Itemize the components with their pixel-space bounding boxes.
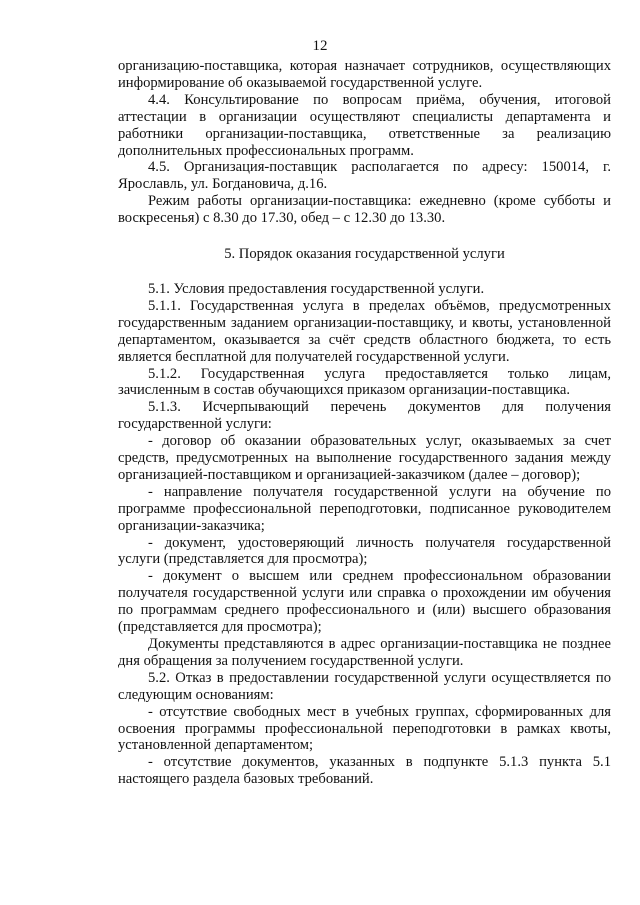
list-item: - отсутствие документов, указанных в подпункте 5.1.3 пункта 5.1 настоящего раздела базовых требований. <box>118 754 611 788</box>
list-item: - направление получателя государственной услуги на обучение по программе профессиональной переподготовки, подписанное руководителем организации-заказчика; <box>118 483 611 534</box>
paragraph: 5.1.2. Государственная услуга предоставляется только лицам, зачисленным в состав обучающихся приказом организации-поставщика. <box>118 365 611 399</box>
list-item: - документ, удостоверяющий личность получателя государственной услуги (представляется для просмотра); <box>118 534 611 568</box>
paragraph: 5.1.1. Государственная услуга в пределах объёмов, предусмотренных государственным заданием организации-поставщику, и квоты, установленной департаментом, оказывается за счёт средств областного бюджета, то есть является бесплатной для получателей государственной услуги. <box>118 297 611 365</box>
paragraph: 5.1.3. Исчерпывающий перечень документов для получения государственной услуги: <box>118 399 611 433</box>
document-body <box>118 58 611 788</box>
section-heading: 5. Порядок оказания государственной услуги <box>224 246 505 263</box>
list-item: - документ о высшем или среднем профессиональном образовании получателя государственной услуги или справка о прохождении им обучения по программам среднего профессионального и (или) высшего образования (представляется для просмотра); <box>118 568 611 636</box>
paragraph: 5.2. Отказ в предоставлении государственной услуги осуществляется по следующим основаниям: <box>118 669 611 703</box>
paragraph: 5.1. Условия предоставления государственной услуги. <box>148 280 485 297</box>
list-item: - отсутствие свободных мест в учебных группах, сформированных для освоения программы профессиональной переподготовки в рамках квоты, установленной департаментом; <box>118 703 611 754</box>
paragraph: организацию-поставщика, которая назначает сотрудников, осуществляющих информирование об оказываемой государственной услуге. <box>118 58 611 91</box>
paragraph: 4.4. Консультирование по вопросам приёма, обучения, итоговой аттестации в организации осуществляют специалисты департамента и работники организации-поставщика, ответственные за реализацию дополнительных профессиональных программ. <box>118 91 611 159</box>
paragraph: Документы представляются в адрес организации-поставщика не позднее дня обращения за получением государственной услуги. <box>118 636 611 669</box>
list-item: - договор об оказании образовательных услуг, оказываемых за счет средств, предусмотренных на выполнение государственного задания между организацией-поставщиком и организацией-заказчиком (далее – договор); <box>118 433 611 483</box>
paragraph: Режим работы организации-поставщика: ежедневно (кроме субботы и воскресенья) с 8.30 до 17.30, обед – с 12.30 до 13.30. <box>118 193 611 227</box>
page-number: 12 <box>312 38 328 54</box>
paragraph: 4.5. Организация-поставщик располагается по адресу: 150014, г. Ярославль, ул. Богдановича, д.16. <box>118 159 611 193</box>
